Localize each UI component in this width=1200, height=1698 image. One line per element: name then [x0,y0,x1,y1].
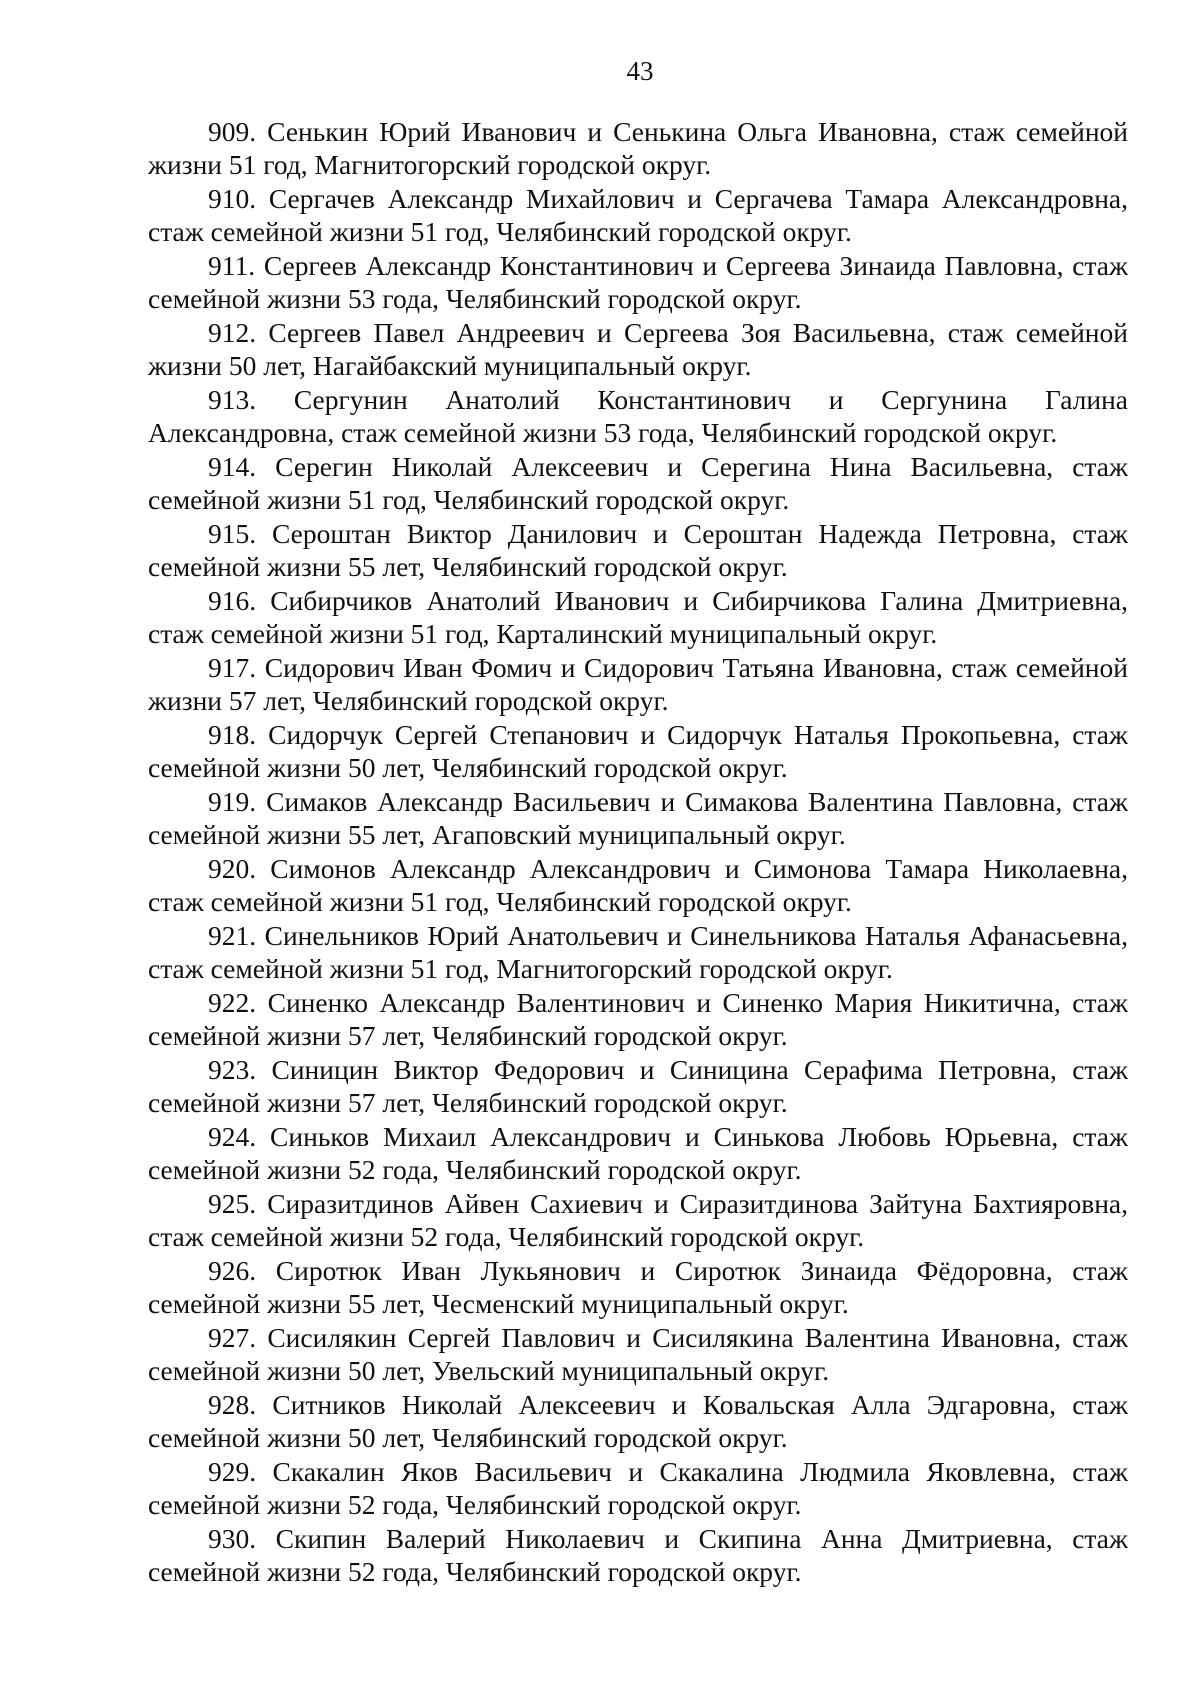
list-item: 927. Сисилякин Сергей Павлович и Сисилякина Валентина Ивановна, стаж семейной жизни 50 лет, Увельский муниципальный округ. [148,1322,1128,1386]
list-item: 910. Сергачев Александр Михайлович и Сергачева Тамара Александровна, стаж семейной жизни 51 год, Челябинский городской округ. [148,183,1128,247]
list-item: 930. Скипин Валерий Николаевич и Скипина Анна Дмитриевна, стаж семейной жизни 52 года, Челябинский городской округ. [148,1523,1128,1587]
list-item: 917. Сидорович Иван Фомич и Сидорович Татьяна Ивановна, стаж семейной жизни 57 лет, Челябинский городской округ. [148,652,1128,716]
list-item: 914. Серегин Николай Алексеевич и Серегина Нина Васильевна, стаж семейной жизни 51 год, Челябинский городской округ. [148,451,1128,515]
entry-list [148,116,1128,1590]
list-item: 925. Сиразитдинов Айвен Сахиевич и Сиразитдинова Зайтуна Бахтияровна, стаж семейной жизни 52 года, Челябинский городской округ. [148,1188,1128,1252]
list-item: 919. Симаков Александр Васильевич и Симакова Валентина Павловна, стаж семейной жизни 55 лет, Агаповский муниципальный округ. [148,786,1128,850]
list-item: 926. Сиротюк Иван Лукьянович и Сиротюк Зинаида Фёдоровна, стаж семейной жизни 55 лет, Чесменский муниципальный округ. [148,1255,1128,1319]
list-item: 922. Синенко Александр Валентинович и Синенко Мария Никитична, стаж семейной жизни 57 лет, Челябинский городской округ. [148,987,1128,1051]
list-item: 929. Скакалин Яков Васильевич и Скакалина Людмила Яковлевна, стаж семейной жизни 52 года, Челябинский городской округ. [148,1456,1128,1520]
list-item: 911. Сергеев Александр Константинович и Сергеева Зинаида Павловна, стаж семейной жизни 53 года, Челябинский городской округ. [148,250,1128,314]
list-item: 909. Сенькин Юрий Иванович и Сенькина Ольга Ивановна, стаж семейной жизни 51 год, Магнитогорский городской округ. [148,116,1128,180]
list-item: 912. Сергеев Павел Андреевич и Сергеева Зоя Васильевна, стаж семейной жизни 50 лет, Нагайбакский муниципальный округ. [148,317,1128,381]
list-item: 916. Сибирчиков Анатолий Иванович и Сибирчикова Галина Дмитриевна, стаж семейной жизни 51 год, Карталинский муниципальный округ. [148,585,1128,649]
list-item: 924. Синьков Михаил Александрович и Синькова Любовь Юрьевна, стаж семейной жизни 52 года, Челябинский городской округ. [148,1121,1128,1185]
list-item: 921. Синельников Юрий Анатольевич и Синельникова Наталья Афанасьевна, стаж семейной жизни 51 год, Магнитогорский городской округ. [148,920,1128,984]
list-item: 918. Сидорчук Сергей Степанович и Сидорчук Наталья Прокопьевна, стаж семейной жизни 50 лет, Челябинский городской округ. [148,719,1128,783]
list-item: 920. Симонов Александр Александрович и Симонова Тамара Николаевна, стаж семейной жизни 51 год, Челябинский городской округ. [148,853,1128,917]
list-item: 913. Сергунин Анатолий Константинович и Сергунина Галина Александровна, стаж семейной жизни 53 года, Челябинский городской округ. [148,384,1128,448]
list-item: 915. Сероштан Виктор Данилович и Сероштан Надежда Петровна, стаж семейной жизни 55 лет, Челябинский городской округ. [148,518,1128,582]
list-item: 928. Ситников Николай Алексеевич и Ковальская Алла Эдгаровна, стаж семейной жизни 50 лет, Челябинский городской округ. [148,1389,1128,1453]
list-item: 923. Синицин Виктор Федорович и Синицина Серафима Петровна, стаж семейной жизни 57 лет, Челябинский городской округ. [148,1054,1128,1118]
page-number: 43 [626,56,654,86]
